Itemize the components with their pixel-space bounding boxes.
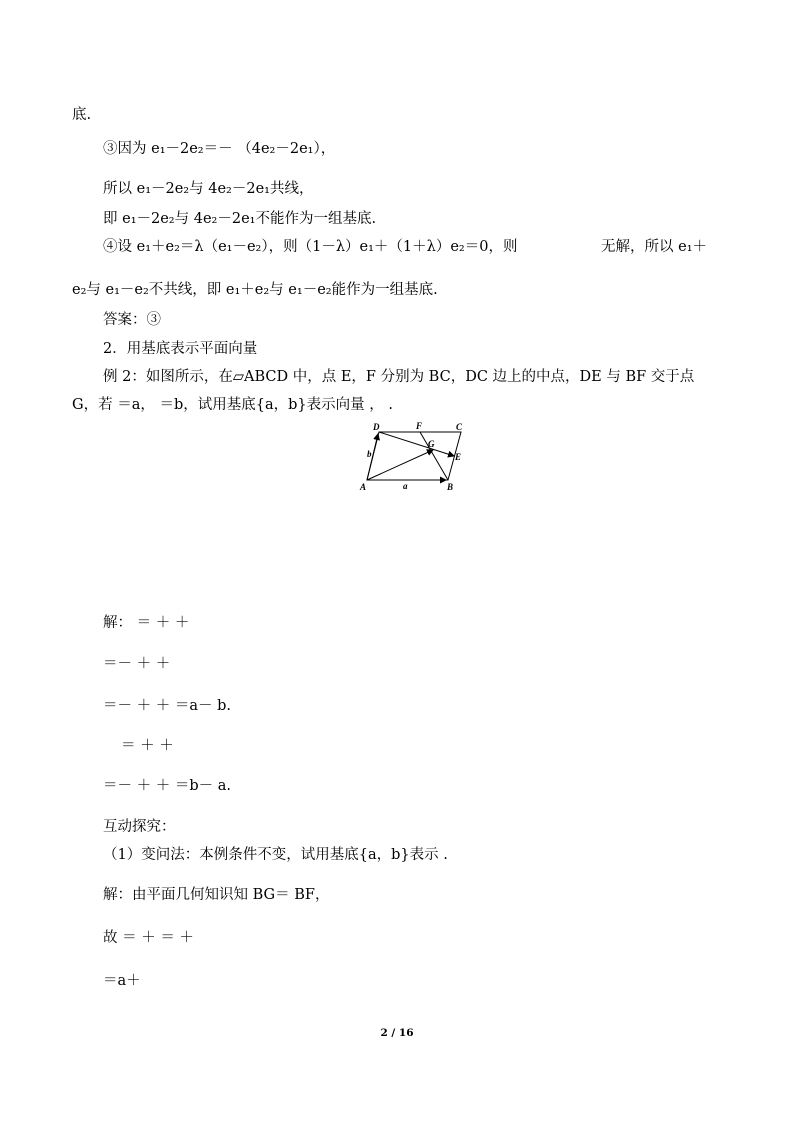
solution-line-5: ＝－ ＋ ＋ ＝b－ a. <box>103 778 231 794</box>
label-c: C <box>456 422 463 432</box>
label-a-point: A <box>360 482 367 492</box>
section-heading: 2．用基底表示平面向量 <box>103 341 258 357</box>
label-g: G <box>428 439 435 449</box>
text-line-5b: 无解，所以 e₁＋ <box>601 239 708 255</box>
solution-line-4: ＝ ＋ ＋ <box>121 738 174 754</box>
label-b-point: B <box>447 482 454 492</box>
variant-question: （1）变问法：本例条件不变，试用基底{a，b}表示 . <box>103 847 448 863</box>
segment-de <box>379 432 454 456</box>
solution-line-1: 解： ＝ ＋ ＋ <box>103 615 190 631</box>
label-f: F <box>416 421 423 431</box>
label-a-vector: a <box>403 481 408 491</box>
label-d: D <box>373 422 380 432</box>
label-b-vector: b <box>367 449 372 459</box>
answer-line: 答案：③ <box>103 312 161 328</box>
example-line-2: G，若 ＝a， ＝b，试用基底{a，b}表示向量 ， . <box>72 397 393 413</box>
example-line-1: 例 2：如图所示，在▱ABCD 中，点 E，F 分别为 BC，DC 边上的中点，DE 与 BF 交于点 <box>103 369 695 385</box>
text-line-3: 所以 e₁－2e₂与 4e₂－2e₁共线， <box>103 181 314 197</box>
solution-line-2: ＝－ ＋ ＋ <box>103 656 171 672</box>
text-line-2: ③因为 e₁－2e₂＝－ （4e₂－2e₁）， <box>103 141 336 157</box>
parallelogram-outline <box>367 432 461 480</box>
text-line-5a: ④设 e₁＋e₂＝λ（e₁－e₂），则（1－λ）e₁＋（1＋λ）e₂＝0，则 <box>103 239 518 255</box>
variant-solution-2: 故 ＝ ＋ ＝ ＋ <box>103 930 194 946</box>
text-line-4: 即 e₁－2e₂与 4e₂－2e₁不能作为一组基底. <box>103 211 377 227</box>
variant-solution-3: ＝a＋ <box>103 973 141 989</box>
variant-solution-1: 解：由平面几何知识知 BG＝ BF， <box>103 887 330 903</box>
label-e: E <box>455 452 462 462</box>
page-number: 2 / 16 <box>380 1027 414 1039</box>
interactive-heading: 互动探究： <box>103 819 176 835</box>
text-line-6: e₂与 e₁－e₂不共线，即 e₁＋e₂与 e₁－e₂能作为一组基底. <box>72 282 438 298</box>
text-line-1: 底. <box>72 107 92 123</box>
parallelogram-figure <box>355 418 475 496</box>
solution-line-3: ＝－ ＋ ＋ ＝a－ b. <box>103 698 231 714</box>
segment-ag <box>367 450 433 480</box>
